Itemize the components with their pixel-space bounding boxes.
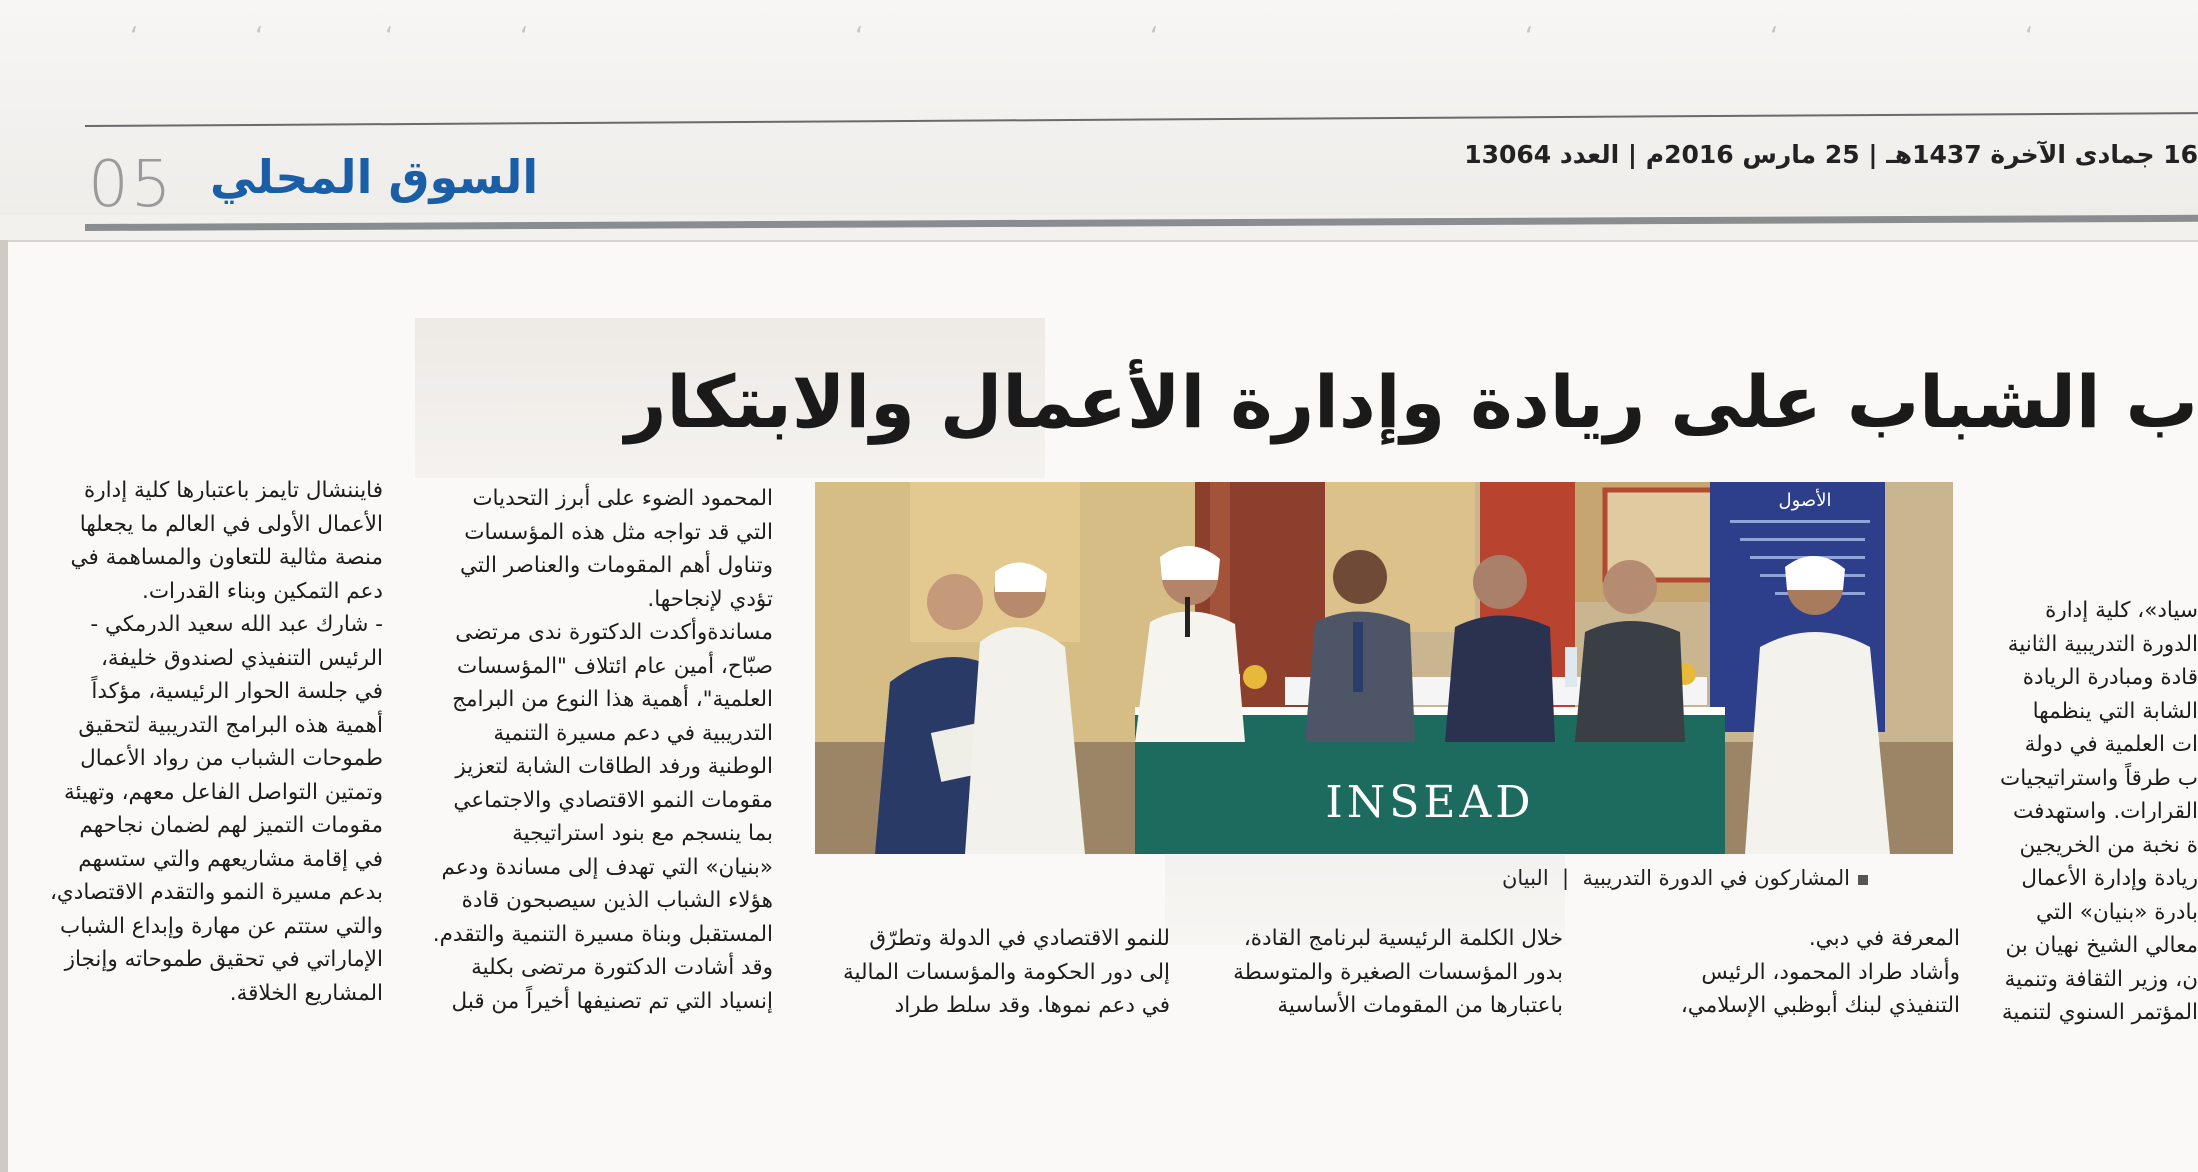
photo-illustration [815,482,1953,854]
section-title: السوق المحلي [210,150,539,204]
header-rule-bottom [85,215,2198,231]
text-line: في دعم نموها. وقد سلط طراد [894,993,1170,1018]
text-line: معالي الشيخ نهيان بن [2005,933,2198,958]
text-line: الشابة التي ينظمها [2032,698,2198,724]
text-line: بدور المؤسسات الصغيرة والمتوسطة [1233,959,1563,985]
text-line: هؤلاء الشباب الذين سيصبحون قادة [461,888,773,913]
text-line: ة نخبة من الخريجين [2019,832,2198,858]
fold-mark: ʻ [1525,22,1534,52]
text-line: مساندةوأكدت الدكتورة ندى مرتضى [455,620,773,645]
text-line: وتناول أهم المقومات والعناصر التي [460,553,773,578]
sign-title: الأصول [1778,490,1832,511]
fold-mark: ʻ [1150,22,1159,52]
text-line: في إقامة مشاريعهم والتي ستسهم [78,846,383,872]
fold-mark: ʻ [255,22,264,52]
article-column-left [25,474,383,1010]
caption-credit: البيان [1501,866,1549,890]
text-line: في جلسة الحوار الرئيسية، مؤكداً [91,679,383,704]
text-line: القرارات. واستهدفت [2013,799,2198,824]
text-line: خلال الكلمة الرئيسية لبرنامج القادة، [1243,926,1563,951]
text-line: «بنيان» التي تهدف إلى مساندة ودعم [441,854,773,880]
text-line: فايننشال تايمز باعتبارها كلية إدارة [84,478,383,503]
article-column-under-photo-2 [1198,922,1563,1023]
photo-caption: المشاركون في الدورة التدريبية | البيان [1502,866,1868,890]
fold-mark: ʻ [520,22,529,52]
text-line: - شارك عبد الله سعيد الدرمكي - [90,612,383,637]
text-line: قادة ومبادرة الريادة [2022,665,2198,690]
text-line: باعتبارها من المقومات الأساسية [1277,993,1563,1018]
text-line: أهمية هذه البرامج التدريبية لتحقيق [78,712,383,738]
fold-mark: ʻ [855,22,864,52]
fold-mark: ʻ [130,22,139,52]
text-line: العلمية"، أهمية هذا النوع من البرامج [452,687,773,712]
text-line: ن، وزير الثقافة وتنمية [2004,966,2198,992]
text-line: ب طرقاً واستراتيجيات [1999,765,2198,791]
text-line: الوطنية ورفد الطاقات الشابة لتعزيز [455,754,773,779]
text-line: بادرة «بنيان» التي [2036,899,2198,925]
text-line: بما ينسجم مع بنود استراتيجية [512,821,773,846]
text-line: المؤتمر السنوي لتنمية [2001,1000,2198,1025]
text-line: ريادة وإدارة الأعمال [2021,866,2198,891]
article-column-under-photo-3 [808,922,1170,1023]
article-headline: ب الشباب على ريادة وإدارة الأعمال والابتكار [625,360,2198,444]
text-line: سياد»، كلية إدارة [2045,598,2198,623]
text-line: صبّاح، أمين عام ائتلاف "المؤسسات [457,653,773,679]
text-line: تؤدي لإنجاحها. [647,586,773,612]
text-line: وقد أشادت الدكتورة مرتضى بكلية [471,955,773,980]
text-line: التي قد تواجه مثل هذه المؤسسات [464,519,773,545]
text-line: ات العلمية في دولة [2024,732,2198,757]
text-line: الدورة التدريبية الثانية [2007,631,2198,657]
article-column-middle [415,482,773,1018]
text-line: والتي ستتم عن مهارة وإبداع الشباب [59,913,383,939]
text-line: التنفيذي لبنك أبوظبي الإسلامي، [1680,993,1960,1018]
fold-mark: ʻ [385,22,394,52]
dateline: 16 جمادى الآخرة 1437هـ | 25 مارس 2016م | العدد 13064 [1464,140,2198,169]
page-edge [0,240,8,1172]
text-line: دعم التمكين وبناء القدرات. [141,578,383,604]
text-line: إلى دور الحكومة والمؤسسات المالية [842,959,1170,985]
text-line: المستقبل وبناة مسيرة التنمية والتقدم. [432,921,773,947]
caption-label: المشاركون في الدورة التدريبية [1582,866,1850,890]
event-photo [815,482,1953,854]
text-line: المشاريع الخلاقة. [229,980,383,1006]
banner-logo: INSEAD [1325,777,1535,828]
text-line: مقومات النمو الاقتصادي والاجتماعي [453,787,773,813]
text-line: التدريبية في دعم مسيرة التنمية [493,720,773,746]
text-line: منصة مثالية للتعاون والمساهمة في [70,545,383,570]
text-line: طموحات الشباب من رواد الأعمال [80,746,383,771]
text-line: المحمود الضوء على أبرز التحديات [472,486,773,511]
page-number: 05 [88,148,174,222]
text-line: بدعم مسيرة النمو والتقدم الاقتصادي، [49,880,383,905]
fold-mark: ʻ [2025,22,2034,52]
caption-square-icon [1858,875,1868,885]
text-line: وأشاد طراد المحمود، الرئيس [1701,959,1960,985]
fold-mark: ʻ [1770,22,1779,52]
text-line: للنمو الاقتصادي في الدولة وتطرّق [869,926,1170,951]
text-line: الأعمال الأولى في العالم ما يجعلها [79,511,383,537]
article-column-right [1980,594,2198,1030]
text-line: الإماراتي في تحقيق طموحاته وإنجاز [64,947,383,972]
text-line: الرئيس التنفيذي لصندوق خليفة، [100,645,383,671]
text-line: وتمتين التواصل الفاعل معهم، وتهيئة [64,779,383,805]
text-line: مقومات التميز لهم لضمان نجاحهم [79,813,383,838]
text-line: إنسياد التي تم تصنيفها أخيراً من قبل [451,988,773,1014]
text-line: المعرفة في دبي. [1808,926,1960,951]
article-column-under-photo-1 [1590,922,1960,1023]
